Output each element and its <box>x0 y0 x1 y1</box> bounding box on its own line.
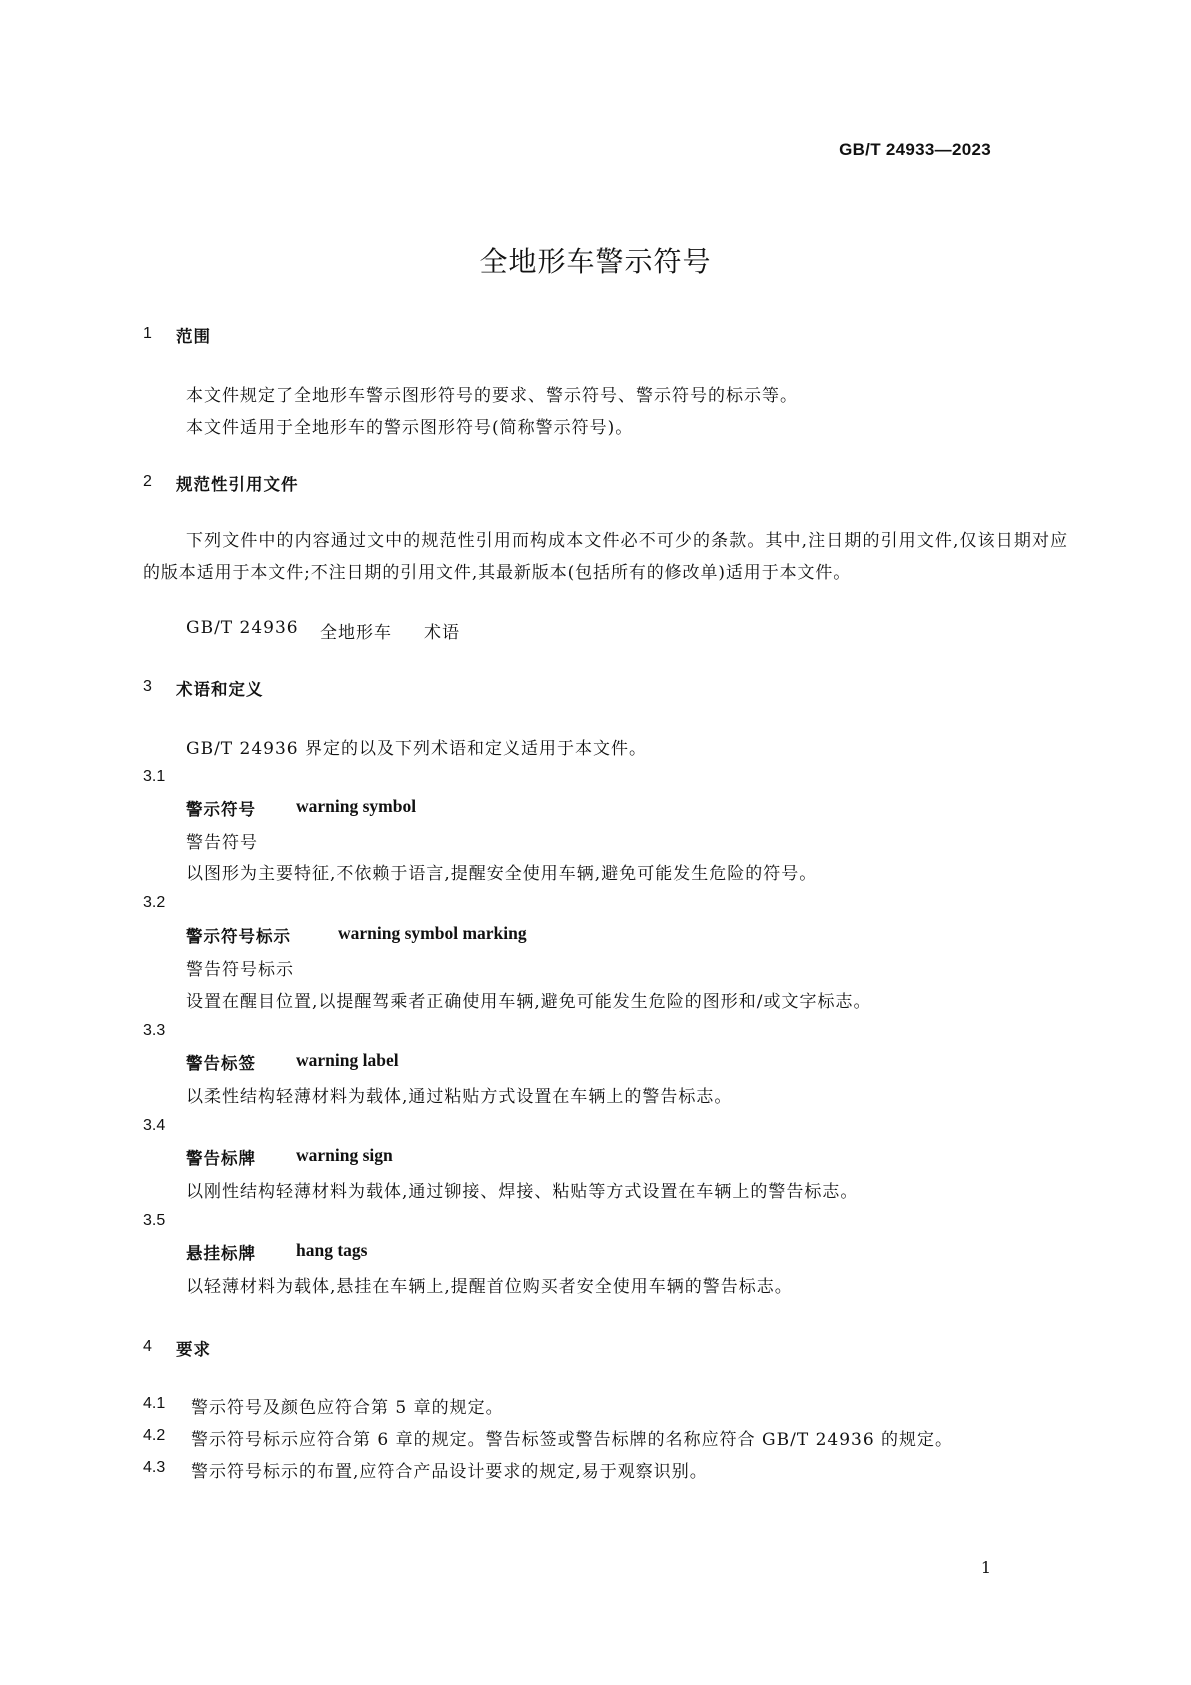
requirement-4-1-text: 警示符号及颜色应符合第 5 章的规定。 <box>191 1398 504 1418</box>
term-3-1-definition: 以图形为主要特征,不依赖于语言,提醒安全使用车辆,避免可能发生危险的符号。 <box>186 864 818 884</box>
term-3-5-en: hang tags <box>296 1240 368 1260</box>
term-3-1-number: 3.1 <box>143 768 166 785</box>
term-3-5-number: 3.5 <box>143 1212 166 1229</box>
term-3-5-zh: 悬挂标牌 <box>186 1244 256 1263</box>
term-3-4-zh: 警告标牌 <box>186 1149 256 1168</box>
term-3-1-synonym: 警告符号 <box>186 833 258 853</box>
section-2-number: 2 <box>143 473 152 490</box>
term-3-3-zh: 警告标签 <box>186 1054 256 1073</box>
page-number: 1 <box>980 1558 991 1577</box>
requirement-4-3-text: 警示符号标示的布置,应符合产品设计要求的规定,易于观察识别。 <box>191 1462 708 1482</box>
section-2-paragraph: 下列文件中的内容通过文中的规范性引用而构成本文件必不可少的条款。其中,注日期的引用文件,仅该日期对应的版本适用于本文件;不注日期的引用文件,其最新版本(包括所有的修改单)适用于本文件。 <box>143 531 1068 583</box>
section-3-number: 3 <box>143 678 152 695</box>
section-1-heading: 范围 <box>176 327 211 346</box>
term-3-4-en: warning sign <box>296 1145 393 1165</box>
requirement-4-2-number: 4.2 <box>143 1427 166 1444</box>
standard-number: GB/T 24933—2023 <box>839 140 991 159</box>
section-4-number: 4 <box>143 1338 152 1355</box>
requirement-4-3-number: 4.3 <box>143 1459 166 1476</box>
section-1-number: 1 <box>143 325 152 342</box>
document-title: 全地形车警示符号 <box>479 245 712 278</box>
requirement-4-1-number: 4.1 <box>143 1395 166 1412</box>
term-3-2-en: warning symbol marking <box>338 923 527 943</box>
normative-reference-title-1: 全地形车 <box>320 623 392 643</box>
normative-reference-title-2: 术语 <box>424 623 460 643</box>
normative-reference-code: GB/T 24936 <box>186 618 299 638</box>
term-3-4-definition: 以刚性结构轻薄材料为载体,通过铆接、焊接、粘贴等方式设置在车辆上的警告标志。 <box>186 1182 859 1202</box>
term-3-1-zh: 警示符号 <box>186 800 256 819</box>
term-3-2-definition: 设置在醒目位置,以提醒驾乘者正确使用车辆,避免可能发生危险的图形和/或文字标志。 <box>186 992 872 1012</box>
section-3-intro: GB/T 24936 界定的以及下列术语和定义适用于本文件。 <box>186 739 648 759</box>
term-3-3-en: warning label <box>296 1050 399 1070</box>
term-3-2-synonym: 警告符号标示 <box>186 960 294 980</box>
term-3-5-definition: 以轻薄材料为载体,悬挂在车辆上,提醒首位购买者安全使用车辆的警告标志。 <box>186 1277 793 1297</box>
section-2-heading: 规范性引用文件 <box>176 475 299 494</box>
term-3-3-definition: 以柔性结构轻薄材料为载体,通过粘贴方式设置在车辆上的警告标志。 <box>186 1087 733 1107</box>
section-3-heading: 术语和定义 <box>176 680 264 699</box>
term-3-2-number: 3.2 <box>143 894 166 911</box>
term-3-4-number: 3.4 <box>143 1117 166 1134</box>
term-3-2-zh: 警示符号标示 <box>186 927 291 946</box>
section-1-paragraph-2: 本文件适用于全地形车的警示图形符号(简称警示符号)。 <box>186 418 634 438</box>
requirement-4-2-text: 警示符号标示应符合第 6 章的规定。警告标签或警告标牌的名称应符合 GB/T 24936 的规定。 <box>191 1430 954 1450</box>
term-3-3-number: 3.3 <box>143 1022 166 1039</box>
section-1-paragraph-1: 本文件规定了全地形车警示图形符号的要求、警示符号、警示符号的标示等。 <box>186 386 798 406</box>
term-3-1-en: warning symbol <box>296 796 417 816</box>
section-4-heading: 要求 <box>176 1340 211 1359</box>
